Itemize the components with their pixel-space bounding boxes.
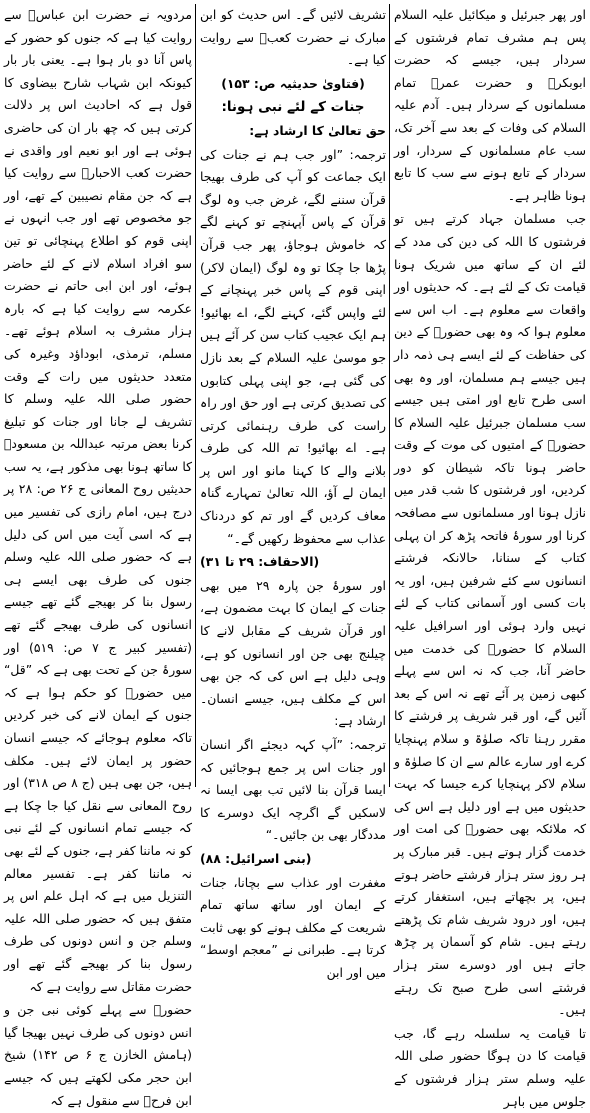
right-column	[394, 4, 586, 1109]
translation-paragraph: ترجمہ: ”اور جب ہم نے جنات کی ایک جماعت کو آپ کی طرف بھیجا قرآن سننے لگے، غرض جب وہ لوگ قرآن کے پاس آپہنچے تو کہنے لگے کہ خاموش ہوجاؤ، پھر جب قرآن پڑھا جا چکا تو وہ لوگ (ایمان لاکر) اپنی قوم کے پاس خبر پہنچانے کے لئے واپس گئے، کہنے لگے، اے بھائیو! ہم ایک عجیب کتاب سن کر آئے ہیں جو موسیٰ علیہ السلام کے بعد نازل کی گئی ہے، جو اپنی پہلی کتابوں کی تصدیق کرتی ہے اور حق اور راہ راست کی طرف رہنمائی کرتی ہے۔ اے بھائیو! تم اللہ کی طرف بلانے والے کا کہنا مانو اور اس پر ایمان لے آؤ، اللہ تعالیٰ تمہارے گناہ معاف کردیں گے اور تم کو دردناک عذاب سے محفوظ رکھیں گے۔“	[200, 146, 386, 546]
document-page	[4, 4, 586, 1109]
paragraph: مردویہ نے حضرت ابن عباسؓ سے روایت کیا ہے کہ جنوں کو حضور کے پاس آنا دو بار ہوا ہے۔ یعنی بار بار کیونکہ ابن شہاب شارح بیضاوی کا قول ہے کہ احادیث اس پر دلالت کرتی ہیں کہ چھ بار ان کی حاضری ہوئی ہے اور ابو نعیم اور واقدی نے حضرت کعب الاحبارؓ سے روایت کیا ہے کہ جن مقام نصیبین کے تھے، اور جو مخصوص تھے اور جب انہوں نے اپنی قوم کو اطلاع پہنچائی تو تین سو افراد اسلام لانے کے لئے حاضر ہوئے، اور ابن ابی حاتم نے حضرت عکرمہ سے روایت کیا ہے کہ بارہ ہزار مشرف بہ اسلام ہوئے تھے۔ مسلم، ترمذی، ابوداؤد وغیرہ کی متعدد حدیثوں میں رات کے وقت حضور صلی اللہ علیہ وسلم کا تشریف لے جانا اور جنات کو تبلیغ کرنا بعض مرتبہ عبداللہ بن مسعودؓ کا ساتھ ہونا بھی مذکور ہے، یہ سب حدیثیں روح المعانی ج ۲۶ ص: ۲۸ پر درج ہیں، امام رازی کی تفسیر میں ہے کہ اسی آیت میں اس کی دلیل ہے کہ حضور صلی اللہ علیہ وسلم جنوں کی طرف بھی ایسے ہی رسول بنا کر بھیجے گئے تھے جیسے انسانوں کی طرف بھیجے گئے تھے (تفسیر کبیر ج ۷ ص: ۵۱۹) اور سورۂ جن کے تحت بھی ہے کہ ”قل“ میں حضورؐ کو حکم ہوا ہے کہ جنوں کے ایمان لانے کی خبر کردیں تاکہ معلوم ہوجائے کہ جیسے انسان حضور پر ایمان لائے ہیں۔ مکلف ہیں، جن بھی ہیں (ج ۸ ص ۳۱۸) اور روح المعانی سے نقل کیا جا چکا ہے کہ جیسے تمام انسانوں کے لئے نبی کو نہ ماننا کفر ہے، جنوں کے لئے بھی نہ ماننا کفر ہے۔ تفسیر معالم التنزیل میں ہے کہ اہل علم اس پر متفق ہیں کہ حضور صلی اللہ علیہ وسلم جن و انس دونوں کی طرف رسول بنا کر بھیجے گئے تھے اور حضرت مقاتل سے روایت ہے کہ	[4, 7, 193, 994]
column-divider	[389, 4, 390, 787]
paragraph: اور پھر جبرئیل و میکائیل علیہ السلام پس ہم مشرف تمام فرشتوں کے سردار ہیں، جیسے کہ حضرت ابوبکرؓ و حضرت عمرؓ تمام مسلمانوں کے سردار ہیں۔ آدم علیہ السلام کی وفات کے بعد سے آخر تک، سب عام مسلمانوں کے سردار، اور سردار کے تابع ہونے سے سب کا تابع ہونا ظاہر ہے۔	[394, 7, 586, 203]
column-divider	[195, 4, 196, 787]
paragraph: حضورؐ سے پہلے کوئی نبی جن و انس دونوں کی طرف نہیں بھیجا گیا (ہامش الخازن ج ۶ ص ۱۴۲) شیخ ابن حجر مکی لکھتے ہیں کہ جیسے ابن فرحؒ سے منقول ہے کہ	[4, 1002, 192, 1108]
body-paragraph: مغفرت اور عذاب سے بچانا، جنات کے ایمان اور ساتھ ساتھ تمام شریعت کے مکلف ہونے کو بھی ثابت کرتا ہے۔ طبرانی نے ”معجم اوسط“ میں اور ابن	[200, 874, 386, 980]
citation: (الاحقاف: ۲۹ تا ۳۱)	[200, 554, 320, 570]
left-column	[4, 4, 193, 1108]
citation: (بنی اسرائیل: ۸۸)	[200, 850, 312, 866]
middle-column	[200, 4, 386, 980]
sub-heading: حق تعالیٰ کا ارشاد ہے:	[249, 122, 386, 138]
section-heading: جنات کے لئے نبی ہونا:	[221, 99, 365, 116]
body-paragraph: اور سورۂ جن پارہ ۲۹ میں بھی جنات کے ایمان کا بہت مضمون ہے، اور قرآن شریف کے مقابل لانے کا چیلنج بھی جن اور انسانوں کو ہے، وہی دلیل ہے اس کی کہ جن بھی اس کے مکلف ہیں، جیسے انسان۔ ارشاد ہے:	[200, 577, 386, 729]
paragraph: جب مسلمان جہاد کرتے ہیں تو فرشتوں کا اللہ کی دین کی مدد کے لئے ان کے ساتھ میں شریک ہونا قیامت تک کے لئے ہے۔ کہ حدیثوں اور واقعات سے معلوم ہے۔ اب اس سے معلوم ہوا کہ وہ بھی حضورؐ کے دین کی حفاظت کے لئے ایسے ہی ذمہ دار ہیں جیسے ہم مسلمان، اور وہ بھی اسی طرح تابع اور امتی ہیں جیسے سب مسلمان جبرئیل علیہ السلام کا حضورؐ کے امتیوں کی موت کے وقت حاضر ہونا تاکہ شیطان کو دور کردیں، اور فرشتوں کا شب قدر میں نازل ہونا اور مسلمانوں سے مصافحہ کرنا اور سورۂ فاتحہ پڑھ کر ان پہلی کتاب کے سنانا، حالانکہ فرشتے انسانوں سے کئے شرفین ہیں، اور یہ بات کسی اور آسمانی کتاب کے لئے نہیں وارد ہوئی اور اسرافیل علیہ السلام کا حضورؐ کی خدمت میں حاضر آنا، جب کہ نہ اس سے پہلے کبھی زمین پر آئے تھے نہ اس کے بعد آئیں گے، اور قبر شریف پر فرشتے کا مقرر رہنا تاکہ صلوٰۃ و سلام پہنچایا کرے اور سارے عالم سے ان کا صلوٰۃ و سلام لاکر پہنچایا کرے جیسا کہ بہت حدیثوں میں ہے اور دلیل ہے اس کی کہ ملائکہ بھی حضورؐ کی امت اور خدمت گزار ہوتے ہیں۔ قبر مبارک پر ہر روز ستر ہزار فرشتے حاضر ہوتے ہیں، پر بچھاتے ہیں، استغفار کرتے ہیں، اور درود شریف شام تک پڑھتے رہتے ہیں۔ شام کو آسمان پر چڑھ جاتے ہیں اور دوسرے ستر ہزار فرشتے اسی طرح صبح تک رہتے ہیں۔	[394, 211, 586, 1018]
citation: (فتاویٰ حدیثیہ ص: ۱۵۳)	[221, 75, 365, 91]
translation-paragraph: ترجمہ: ”آپ کہہ دیجئے اگر انسان اور جنات اس پر جمع ہوجائیں کہ ایسا قرآن بنا لائیں تب بھی ایسا نہ لاسکیں گے اگرچہ ایک دوسرے کا مددگار بھی بن جائیں۔“	[200, 737, 386, 843]
intro-paragraph: تشریف لائیں گے۔ اس حدیث کو ابن مبارک نے حضرت کعبؓ سے روایت کیا ہے۔	[200, 7, 386, 68]
paragraph: تا قیامت یہ سلسلہ رہے گا، جب قیامت کا دن ہوگا حضور صلی اللہ علیہ وسلم ستر ہزار فرشتوں کے جلوس میں باہر	[394, 1025, 586, 1109]
